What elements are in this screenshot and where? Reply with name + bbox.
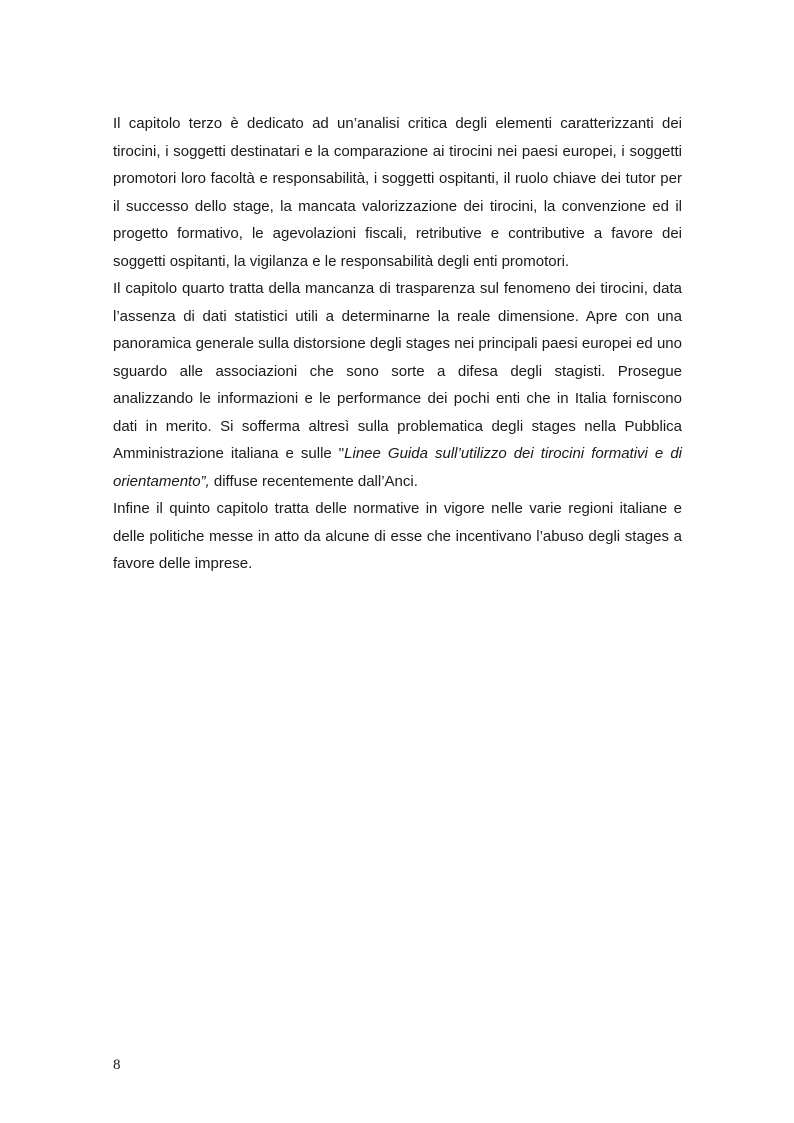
- body-text: [113, 110, 682, 578]
- paragraph-chapter-four: [113, 275, 682, 495]
- paragraph-chapter-five: Infine il quinto capitolo tratta delle normative in vigore nelle varie regioni italiane e delle politiche messe in atto da alcune di esse che incentivano l’abuso degli stages a favore delle imprese.: [113, 500, 682, 572]
- page-number: 8: [113, 1057, 121, 1073]
- paragraph-chapter-three: Il capitolo terzo è dedicato ad un’analisi critica degli elementi caratterizzanti dei tirocini, i soggetti destinatari e la comparazione ai tirocini nei paesi europei, i soggetti promotori loro facoltà e responsabilità, i soggetti ospitanti, il ruolo chiave dei tutor per il successo dello stage, la mancata valorizzazione dei tirocini, la convenzione ed il progetto formativo, le agevolazioni fiscali, retributive e contributive a favore dei soggetti ospitanti, la vigilanza e le responsabilità degli enti promotori.: [113, 115, 682, 270]
- paragraph-chapter-four-text: Il capitolo quarto tratta della mancanza di trasparenza sul fenomeno dei tirocini, data l’assenza di dati statistici utili a determinarne la reale dimensione. Apre con una panoramica generale sulla distorsione degli stages nei principali paesi europei ed uno sguardo alle associazioni che sono sorte a difesa degli stagisti. Prosegue analizzando le informazioni e le performance dei pochi enti che in Italia forniscono dati in merito. Si sofferma altresì sulla problematica degli stages nella Pubblica Amministrazione italiana e sulle ": [113, 280, 682, 462]
- paragraph-chapter-four-end: diffuse recentemente dall’Anci.: [209, 472, 418, 490]
- guidelines-title: Linee Guida sull’utilizzo dei tirocini formativi e di orientamento”,: [113, 445, 682, 490]
